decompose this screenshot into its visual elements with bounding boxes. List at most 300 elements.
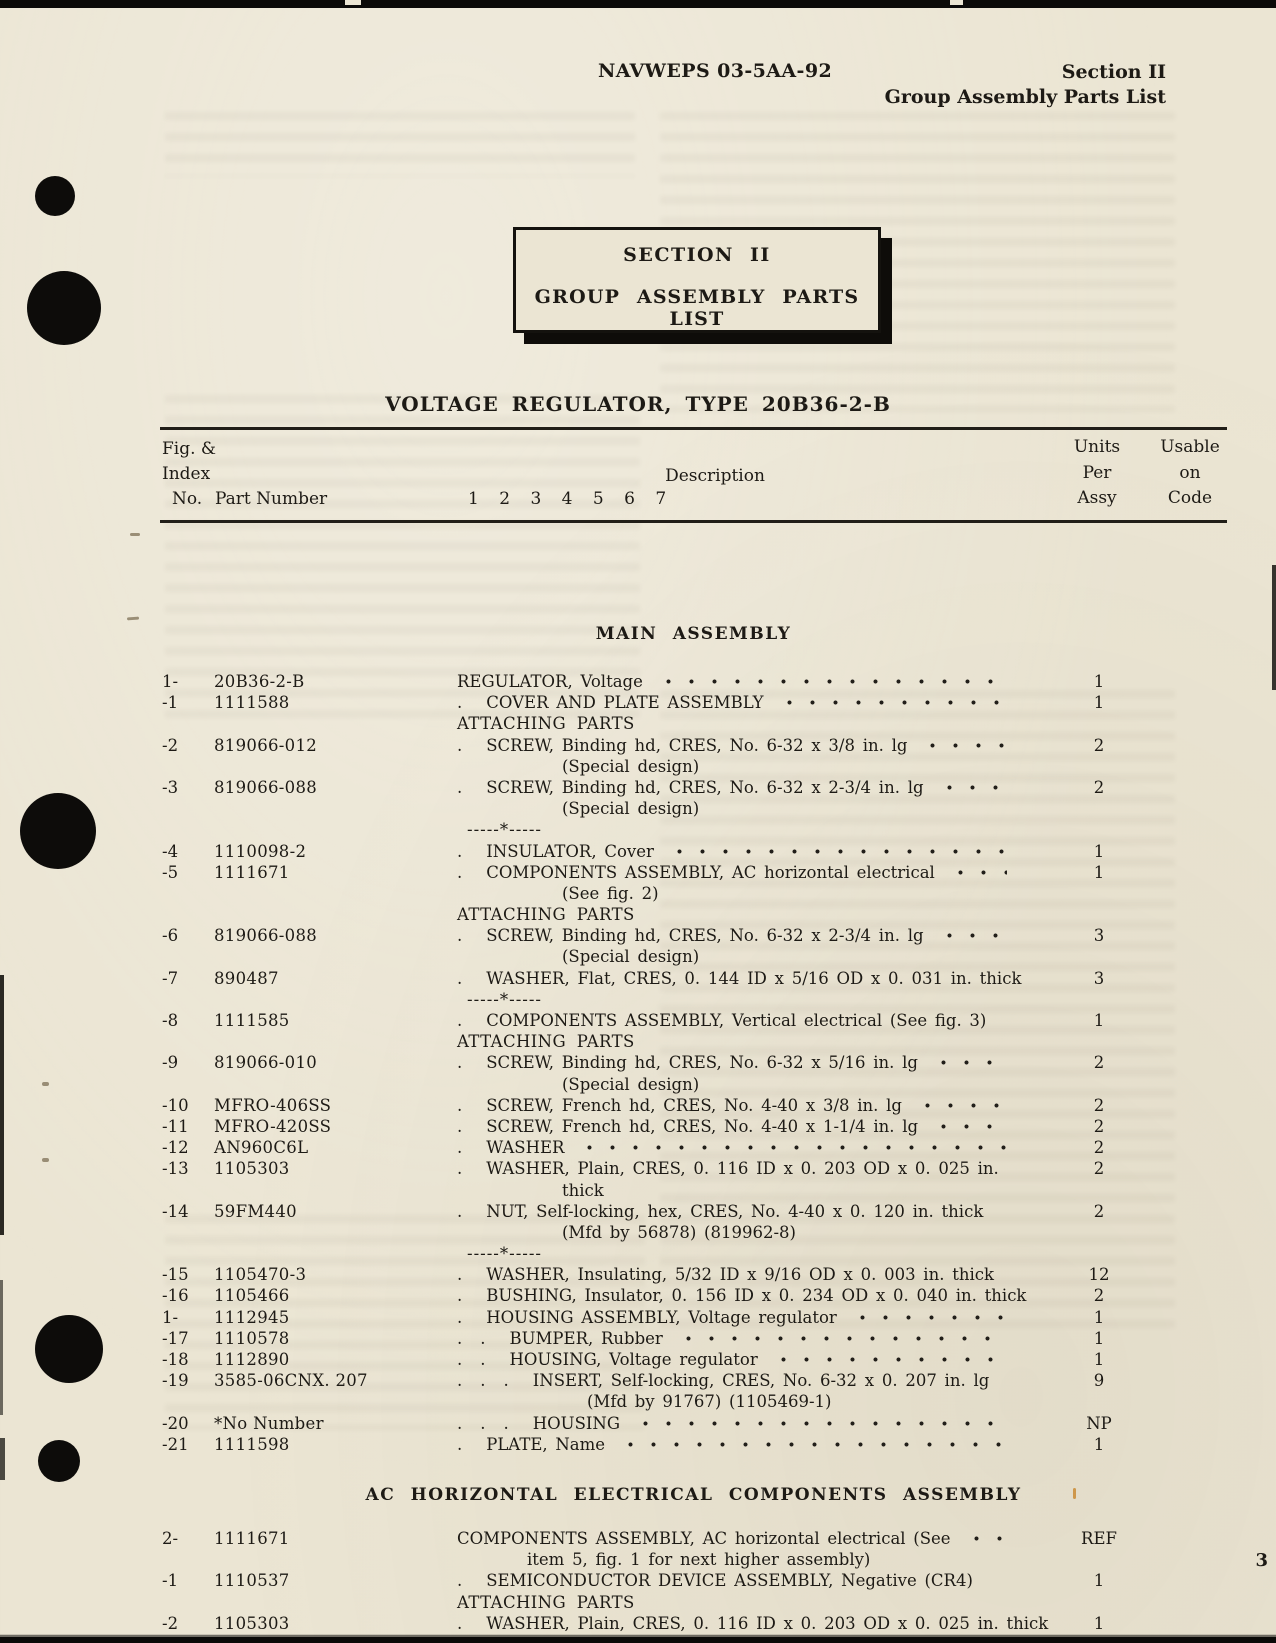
usable-on-code-cell [1155, 968, 1229, 989]
part-number-cell [214, 756, 457, 777]
units-per-assy-cell: 1 [1093, 862, 1105, 882]
part-number-cell: 1112890 [214, 1350, 290, 1369]
table-row [160, 1010, 1227, 1031]
col-header-units: Units [1073, 437, 1121, 457]
units-per-assy-cell [1148, 1180, 1260, 1201]
description-cell [457, 777, 1017, 798]
separator-row [160, 989, 1227, 1010]
hierarchy-dots: ... [457, 1371, 527, 1391]
description-cell [457, 1349, 1017, 1370]
description-text: HOUSING [532, 1413, 621, 1433]
hierarchy-dots: . [457, 1286, 481, 1306]
part-number-cell [214, 1031, 457, 1052]
table-row [160, 692, 1227, 713]
description-cell: -----*----- [467, 820, 543, 840]
units-per-assy-cell [1173, 1391, 1276, 1412]
description-cell [457, 692, 1017, 713]
fig-index-cell: -17 [162, 1328, 189, 1348]
units-per-assy-cell [1053, 989, 1165, 1010]
description-text: WASHER [486, 1138, 565, 1158]
part-number-cell: 1105466 [214, 1286, 290, 1306]
usable-on-code-cell [1260, 756, 1276, 777]
part-number-cell [214, 1074, 457, 1095]
fig-index-cell [160, 1074, 214, 1095]
table-row [160, 1370, 1227, 1391]
usable-on-code-cell [1155, 1158, 1229, 1179]
description-cell [457, 1052, 1017, 1073]
usable-on-code-cell [1165, 819, 1239, 840]
table-row [160, 968, 1227, 989]
usable-on-code-cell [1155, 1052, 1229, 1073]
punch-hole [38, 1440, 80, 1482]
units-per-assy-cell: 12 [1088, 1265, 1110, 1285]
description-cell [457, 1201, 1017, 1222]
dot-leader [949, 869, 1007, 876]
fig-index-cell [160, 798, 214, 819]
scan-bar-notch [345, 0, 361, 5]
punch-hole [20, 793, 96, 869]
fig-index-cell: -9 [162, 1053, 179, 1073]
description-text: COMPONENTS ASSEMBLY, AC horizontal electrical (See [457, 1528, 951, 1548]
fig-index-cell: -3 [162, 777, 179, 797]
table-row [160, 1413, 1227, 1434]
usable-on-code-cell [1155, 1031, 1229, 1052]
usable-on-code-cell [1155, 1370, 1229, 1391]
units-per-assy-cell: 1 [1093, 1328, 1105, 1348]
dot-leader [578, 1144, 1007, 1151]
fig-index-cell: -14 [162, 1201, 189, 1221]
part-number-cell: 1110578 [214, 1328, 290, 1348]
description-cell [457, 1328, 1017, 1349]
units-per-assy-cell: REF [1081, 1528, 1117, 1548]
description-text: COMPONENTS ASSEMBLY, AC horizontal electrical [486, 862, 935, 882]
usable-on-code-cell [1155, 1613, 1229, 1634]
usable-on-code-cell [1155, 1116, 1229, 1137]
dot-leader [619, 1441, 1007, 1448]
usable-on-code-cell [1155, 777, 1229, 798]
units-per-assy-cell: 2 [1093, 1286, 1105, 1306]
hierarchy-dots: .. [457, 1350, 504, 1369]
section-sublabel: Group Assembly Parts List [884, 86, 1166, 108]
description-text: SCREW, French hd, CRES, No. 4-40 x 1-1/4 in. lg [486, 1116, 919, 1136]
continuation-row [160, 946, 1227, 967]
part-number-cell [214, 1391, 457, 1412]
fig-index-cell: -10 [162, 1095, 189, 1115]
hierarchy-dots: . [457, 1138, 481, 1158]
dot-leader [921, 742, 1007, 749]
usable-on-code-cell [1165, 1243, 1239, 1264]
usable-on-code-cell [1155, 1307, 1229, 1328]
part-number-cell: 1105470-3 [214, 1265, 307, 1285]
usable-on-code-cell [1155, 1137, 1229, 1158]
usable-on-code-cell [1165, 989, 1239, 1010]
units-per-assy-cell [1148, 798, 1260, 819]
usable-on-code-cell [1260, 1222, 1276, 1243]
part-number-cell [214, 989, 457, 1010]
hierarchy-dots: . [457, 841, 481, 861]
dot-leader [965, 1535, 1007, 1542]
units-per-assy-cell: 1 [1093, 841, 1105, 861]
usable-on-code-cell [1155, 692, 1229, 713]
fig-index-cell: -8 [162, 1011, 179, 1030]
fig-index-cell: -11 [162, 1116, 189, 1136]
continuation-row [160, 1180, 1227, 1201]
attaching-parts-row [160, 1031, 1227, 1052]
fig-index-cell [160, 1592, 214, 1613]
hierarchy-dots: . [457, 1053, 481, 1073]
part-number-cell: 819066-088 [214, 777, 318, 797]
section-label: Section II [1061, 61, 1166, 83]
usable-on-code-cell [1155, 862, 1229, 883]
fig-index-cell [160, 1549, 214, 1570]
description-text: INSERT, Self-locking, CRES, No. 6-32 x 0. 207 in. lg [532, 1371, 990, 1391]
part-number-cell: 819066-088 [214, 926, 318, 946]
fig-index-cell: -1 [162, 693, 179, 713]
description-cell [457, 862, 1017, 883]
hierarchy-dots: . [457, 1613, 481, 1633]
parts-list-title: VOLTAGE REGULATOR, TYPE 20B36-2-B [385, 392, 891, 416]
description-text: SCREW, Binding hd, CRES, No. 6-32 x 2-3/4 in. lg [486, 926, 924, 946]
units-per-assy-cell: 1 [1093, 1011, 1105, 1030]
table-row [160, 1528, 1227, 1549]
table-row [160, 1137, 1227, 1158]
units-per-assy-cell: 3 [1093, 926, 1105, 946]
fig-index-cell: 2- [162, 1528, 179, 1548]
usable-on-code-cell [1260, 883, 1276, 904]
description-cell: (Mfd by 56878) (819962-8) [562, 1222, 796, 1242]
description-cell: -----*----- [467, 1244, 543, 1264]
col-header-fig: No. [172, 489, 203, 509]
part-number-cell: AN960C6L [214, 1138, 309, 1158]
paper-speck [42, 1158, 49, 1162]
description-cell [457, 1158, 1017, 1179]
description-cell [457, 968, 1022, 989]
units-per-assy-cell [1148, 946, 1260, 967]
table-row [160, 862, 1227, 883]
dot-leader [668, 848, 1007, 855]
fig-index-cell: 1- [162, 1307, 179, 1327]
table-row [160, 1116, 1227, 1137]
table-row [160, 1264, 1227, 1285]
table-header [160, 425, 1227, 523]
usable-on-code-cell [1155, 1095, 1229, 1116]
fig-index-cell: -2 [162, 735, 179, 755]
fig-index-cell: -7 [162, 968, 179, 988]
part-number-cell: 1110537 [214, 1571, 290, 1591]
separator-row [160, 1243, 1227, 1264]
table-row [160, 1285, 1227, 1306]
attaching-parts-row [160, 1592, 1227, 1613]
description-text: SCREW, Binding hd, CRES, No. 6-32 x 2-3/4 in. lg [486, 777, 924, 797]
assembly-section-title: MAIN ASSEMBLY [595, 624, 792, 644]
description-cell [457, 1137, 1017, 1158]
description-text: WASHER, Flat, CRES, 0. 144 ID x 5/16 OD x 0. 031 in. thick [486, 968, 1022, 988]
usable-on-code-cell [1260, 946, 1276, 967]
col-header-fig: Fig. & [162, 439, 217, 459]
col-header-units: Per [1082, 463, 1112, 483]
description-text: NUT, Self-locking, hex, CRES, No. 4-40 x 0. 120 in. thick [486, 1201, 984, 1221]
fig-index-cell [160, 756, 214, 777]
dot-leader [938, 784, 1007, 791]
table-row [160, 1613, 1227, 1634]
hierarchy-dots: . [457, 926, 481, 946]
usable-on-code-cell [1155, 1010, 1229, 1031]
usable-on-code-cell [1155, 1570, 1229, 1591]
fig-index-cell: -12 [162, 1138, 189, 1158]
description-text: PLATE, Name [486, 1434, 606, 1454]
description-text: COMPONENTS ASSEMBLY, Vertical electrical (See fig. 3) [486, 1011, 987, 1030]
part-number-cell: 1111598 [214, 1434, 290, 1454]
units-per-assy-cell: 2 [1093, 735, 1105, 755]
scan-top-bar [0, 0, 1276, 8]
units-per-assy-cell: 2 [1093, 1053, 1105, 1073]
continuation-row [160, 756, 1227, 777]
description-cell: ATTACHING PARTS [457, 714, 635, 734]
part-number-cell [214, 904, 457, 925]
hierarchy-dots: . [457, 1571, 481, 1591]
col-header-fig: Index [162, 464, 211, 484]
description-text: INSULATOR, Cover [486, 841, 654, 861]
units-per-assy-cell: 2 [1093, 777, 1105, 797]
hierarchy-dots: . [457, 777, 481, 797]
units-per-assy-cell [1043, 1031, 1155, 1052]
units-per-assy-cell [1148, 1222, 1260, 1243]
usable-on-code-cell [1155, 1413, 1229, 1434]
hierarchy-dots: . [457, 1159, 481, 1179]
col-header-part-number: Part Number [215, 489, 328, 509]
units-per-assy-cell [1148, 1074, 1260, 1095]
table-row [160, 1328, 1227, 1349]
description-text: HOUSING ASSEMBLY, Voltage regulator [486, 1307, 837, 1327]
part-number-cell: 890487 [214, 968, 279, 988]
description-cell [457, 1095, 1017, 1116]
part-number-cell [214, 1549, 457, 1570]
attaching-parts-row [160, 713, 1227, 734]
units-per-assy-cell: 1 [1093, 693, 1105, 713]
description-cell: (Special design) [562, 799, 700, 819]
scan-edge-mark [1272, 565, 1276, 690]
part-number-cell [214, 946, 457, 967]
section-title-box [513, 227, 881, 333]
scan-bottom-bar [0, 1634, 1276, 1643]
table-row [160, 777, 1227, 798]
table-row [160, 925, 1227, 946]
assembly-section-title: AC HORIZONTAL ELECTRICAL COMPONENTS ASSEMBLY [365, 1484, 1022, 1505]
usable-on-code-cell [1260, 1180, 1276, 1201]
description-cell [457, 1370, 1017, 1391]
hierarchy-dots: . [457, 1116, 481, 1136]
usable-on-code-cell [1260, 1074, 1276, 1095]
parts-table [160, 425, 1227, 1634]
part-number-cell [214, 883, 457, 904]
scan-bar-notch [950, 0, 963, 5]
units-per-assy-cell: 1 [1093, 1571, 1105, 1591]
table-row [160, 1052, 1227, 1073]
parts-table-body [160, 523, 1227, 1634]
doc-number: NAVWEPS 03-5AA-92 [598, 60, 833, 82]
hierarchy-dots: . [457, 1201, 481, 1221]
usable-on-code-cell [1155, 841, 1229, 862]
description-cell: item 5, fig. 1 for next higher assembly) [527, 1550, 871, 1570]
description-cell [457, 1010, 1017, 1031]
fig-index-cell [160, 713, 214, 734]
part-number-cell: 1110098-2 [214, 841, 307, 861]
description-text: SCREW, French hd, CRES, No. 4-40 x 3/8 in. lg [486, 1095, 902, 1115]
table-row [160, 671, 1227, 692]
hierarchy-dots: . [457, 862, 481, 882]
units-per-assy-cell: 1 [1093, 1434, 1105, 1454]
description-text: WASHER, Insulating, 5/32 ID x 9/16 OD x 0. 003 in. thick [486, 1265, 994, 1285]
attaching-parts-row [160, 904, 1227, 925]
description-cell [457, 1413, 1017, 1434]
description-cell [457, 671, 1017, 692]
usable-on-code-cell [1155, 1285, 1229, 1306]
scan-edge-mark [0, 975, 4, 1235]
description-cell [457, 1528, 1017, 1549]
dot-leader [634, 1420, 1007, 1427]
usable-on-code-cell [1155, 1528, 1229, 1549]
usable-on-code-cell [1155, 1201, 1229, 1222]
units-per-assy-cell [1043, 713, 1155, 734]
table-row [160, 735, 1227, 756]
part-number-cell [214, 713, 457, 734]
description-text: WASHER, Plain, CRES, 0. 116 ID x 0. 203 OD x 0. 025 in. thick [486, 1613, 1049, 1633]
dot-leader [778, 699, 1007, 706]
description-cell [457, 1264, 1017, 1285]
fig-index-cell [160, 904, 214, 925]
units-per-assy-cell [1043, 904, 1155, 925]
dot-leader [657, 678, 1007, 685]
description-text: HOUSING, Voltage regulator [509, 1350, 758, 1369]
description-cell: (Special design) [562, 756, 700, 776]
table-rule-bottom [160, 520, 1227, 523]
units-per-assy-cell [1053, 1243, 1165, 1264]
part-number-cell: MFRO-406SS [214, 1095, 332, 1115]
table-row [160, 1201, 1227, 1222]
dot-leader [938, 932, 1007, 939]
description-cell: (Mfd by 91767) (1105469-1) [587, 1392, 832, 1412]
continuation-row [160, 1391, 1227, 1412]
fig-index-cell: -15 [162, 1265, 189, 1285]
units-per-assy-cell: 9 [1093, 1371, 1105, 1391]
fig-index-cell [160, 1243, 214, 1264]
description-cell: ATTACHING PARTS [457, 1592, 635, 1612]
table-row [160, 841, 1227, 862]
scan-edge-mark [0, 1280, 3, 1415]
description-cell: (Special design) [562, 947, 700, 967]
hierarchy-dots: . [457, 968, 481, 988]
fig-index-cell: -2 [162, 1613, 179, 1633]
fig-index-cell [160, 1180, 214, 1201]
page-number: 3 [1255, 1550, 1268, 1571]
description-text: WASHER, Plain, CRES, 0. 116 ID x 0. 203 OD x 0. 025 in. [486, 1159, 999, 1179]
units-per-assy-cell: 2 [1093, 1201, 1105, 1221]
usable-on-code-cell [1155, 1434, 1229, 1455]
hierarchy-dots: . [457, 1265, 481, 1285]
fig-index-cell: -1 [162, 1571, 179, 1591]
units-per-assy-cell [1148, 756, 1260, 777]
description-text: BUMPER, Rubber [509, 1328, 663, 1348]
hierarchy-dots: . [457, 1095, 481, 1115]
part-number-cell [214, 798, 457, 819]
usable-on-code-cell [1155, 713, 1229, 734]
part-number-cell: 20B36-2-B [214, 672, 305, 691]
bleed-through-smudge [165, 112, 635, 177]
description-text: BUSHING, Insulator, 0. 156 ID x 0. 234 OD x 0. 040 in. thick [486, 1286, 1027, 1306]
usable-on-code-cell [1155, 671, 1229, 692]
description-cell: (Special design) [562, 1074, 700, 1094]
units-per-assy-cell: 2 [1093, 1095, 1105, 1115]
description-cell [457, 841, 1017, 862]
description-text: COVER AND PLATE ASSEMBLY [486, 693, 764, 713]
units-per-assy-cell: 1 [1093, 1350, 1105, 1369]
units-per-assy-cell: NP [1086, 1413, 1112, 1433]
description-text: SCREW, Binding hd, CRES, No. 6-32 x 5/16 in. lg [486, 1053, 918, 1073]
table-row [160, 1570, 1227, 1591]
col-header-usable: Code [1167, 488, 1213, 508]
description-cell [457, 735, 1017, 756]
description-text: SCREW, Binding hd, CRES, No. 6-32 x 3/8 in. lg [486, 735, 908, 755]
hierarchy-dots: . [457, 1434, 481, 1454]
fig-index-cell: -18 [162, 1350, 189, 1369]
paper-speck [127, 617, 139, 621]
col-header-indent-levels: 1 2 3 4 5 6 7 [468, 489, 667, 509]
usable-on-code-cell [1155, 1592, 1229, 1613]
description-cell: ATTACHING PARTS [457, 1032, 635, 1052]
units-per-assy-cell: 1 [1093, 672, 1105, 691]
part-number-cell [214, 1243, 457, 1264]
separator-row [160, 819, 1227, 840]
fig-index-cell: -5 [162, 862, 179, 882]
col-header-units: Assy [1077, 488, 1117, 508]
usable-on-code-cell [1155, 735, 1229, 756]
fig-index-cell: -13 [162, 1159, 189, 1179]
hierarchy-dots: ... [457, 1413, 527, 1433]
part-number-cell: MFRO-420SS [214, 1116, 332, 1136]
fig-index-cell: -21 [162, 1434, 189, 1454]
table-row [160, 1349, 1227, 1370]
dot-leader [677, 1335, 1007, 1342]
table-row [160, 1095, 1227, 1116]
part-number-cell: *No Number [214, 1413, 324, 1433]
units-per-assy-cell: 2 [1093, 1159, 1105, 1179]
part-number-cell: 1112945 [214, 1307, 290, 1327]
dot-leader [916, 1102, 1007, 1109]
description-cell [457, 1285, 1027, 1306]
part-number-cell: 1111671 [214, 1528, 290, 1548]
part-number-cell [214, 1222, 457, 1243]
part-number-cell: 819066-010 [214, 1053, 318, 1073]
part-number-cell: 3585-06CNX. 207 [214, 1371, 368, 1391]
description-cell: thick [562, 1180, 604, 1200]
continuation-row [160, 1549, 1227, 1570]
usable-on-code-cell [1155, 1349, 1229, 1370]
dot-leader [772, 1356, 1007, 1363]
description-cell [457, 1434, 1017, 1455]
units-per-assy-cell [1148, 883, 1260, 904]
punch-hole [35, 1315, 103, 1383]
scan-edge-mark [0, 1438, 5, 1480]
units-per-assy-cell [1053, 819, 1165, 840]
part-number-cell: 1105303 [214, 1159, 290, 1179]
continuation-row [160, 798, 1227, 819]
description-text: REGULATOR, Voltage [457, 672, 643, 691]
fig-index-cell: -19 [162, 1371, 189, 1391]
table-row [160, 1158, 1227, 1179]
description-cell [457, 1307, 1017, 1328]
continuation-row [160, 883, 1227, 904]
part-number-cell: 1111585 [214, 1011, 290, 1030]
